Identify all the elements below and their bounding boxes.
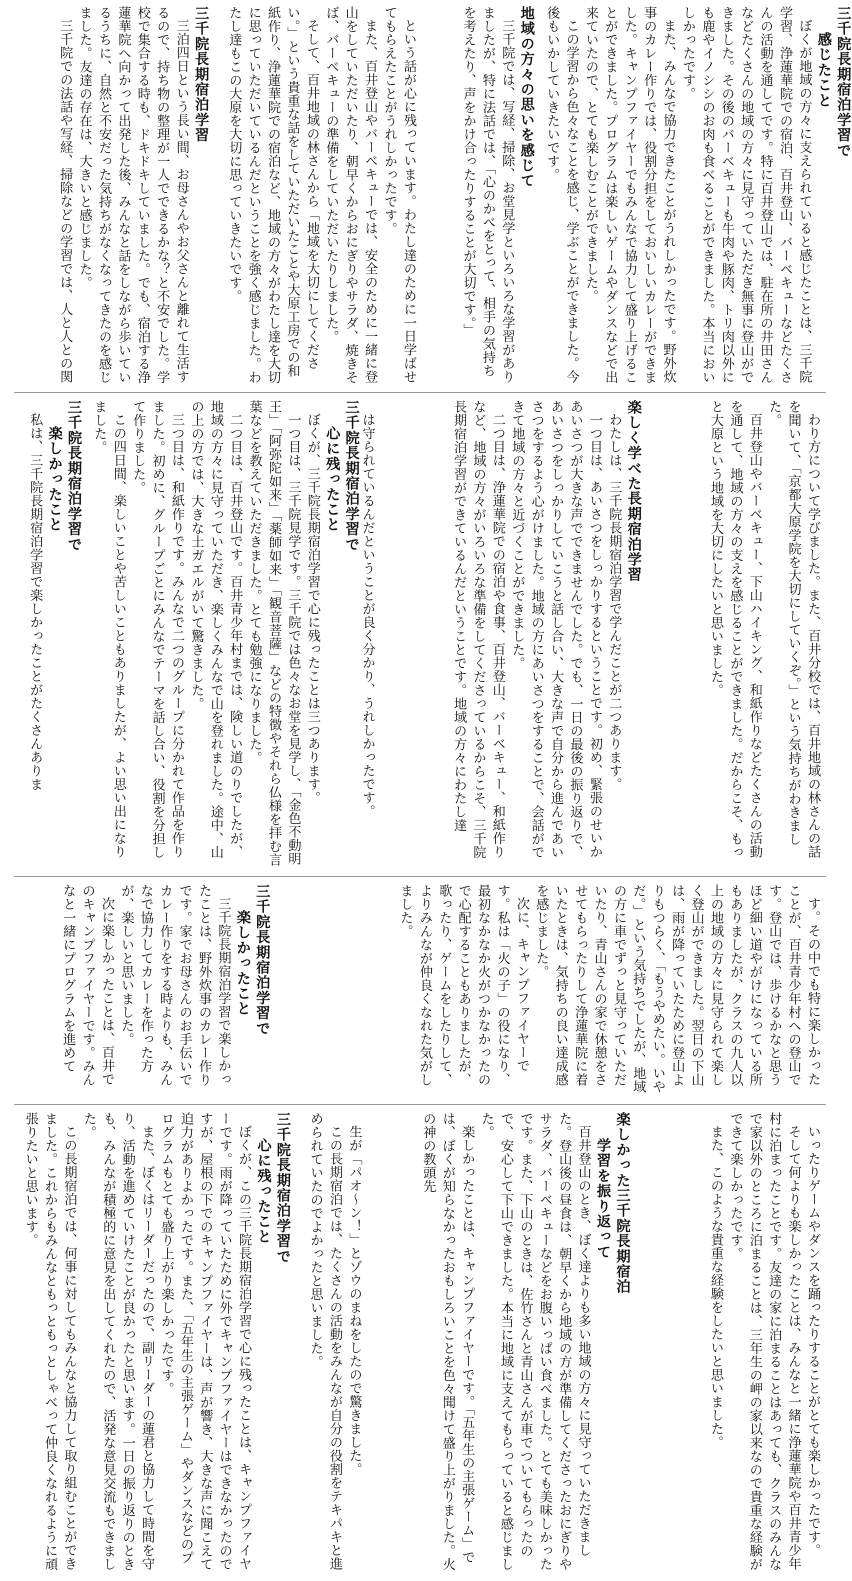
essay-paragraph: この学習から色々なことを感じ、学ぶことができました。今後もいかしていきたいです。 (544, 6, 579, 384)
band-divider (14, 392, 826, 393)
essay-paragraph: 私は、三千院長期宿泊学習で楽しかったことがたくさんありま (27, 413, 43, 792)
essay-title: 地域の方々の思いを感じて (518, 6, 535, 189)
essay-title: 三千院長期宿泊学習 (193, 6, 210, 143)
essay-paragraph: 三泊四日という長い間、お母さんやお父さんと離れて生活するので、持ち物の整理が一人でできるかな？と不安でした。学校で集合する時も、ドキドキしていました。でも、宿泊する浄蓮華院へ向かって出発した後、みんなと話をしながら歩いているうちに、自然と不安だった気持ちがなくなってきたのを感じました。友達の存在は、大きいと感じました。 (76, 6, 189, 384)
essay-paragraph: また、みんなで協力できたことがうれしかったです。野外炊事のカレー作りでは、役割分担をしておいしいカレーができました。キャンプファイヤーでもみんなで協力して盛り上げることができました。プログラムは楽しいゲームやダンスなどで出来ていたので、とても楽しむことができました。 (582, 6, 676, 384)
essay-column (542, 6, 852, 384)
essay-title: 三千院長期宿泊学習で (274, 1112, 291, 1264)
essay-subtitle: 感じたこと (815, 31, 832, 108)
essay-paragraph: す。その中でも特に楽しかったことが、百井青少年村への登山です。登山では、歩けるかなと思うほど細い道やがけになっている所もありましたが、クラスの九人以上の地域の方々に見守られて楽しく登山ができました。翌日の下山は、雨が降っていたために登山よりもつらく、「もうやめたい。いやだ。」という気持ちでしたが、地域の方に車でずっと見守っていただいたり、青山さんの家で休憩をさせてもらったりして浄蓮華院に着いたときは、気持ちの良い達成感を感じました。 (533, 884, 820, 1094)
essay-title: 三千院長期宿泊学習で (254, 884, 271, 1036)
essay-paragraph: 三千院では、写経、掃除、お堂見学といろいろな学習がありましたが、特に法話では、「心のかべをとって、相手の気持ちを考えたり、声をかけ合ったりすることが大切です。」 (460, 6, 515, 384)
essay-subtitle: 心に残ったこと (255, 1137, 272, 1244)
essay-column (14, 400, 83, 868)
essay-subtitle: 心に残ったこと (324, 425, 341, 532)
essay-title: 三千院長期宿泊学習で (835, 6, 852, 158)
essay-column (637, 1112, 826, 1574)
essay-column (373, 1112, 631, 1574)
essay-paragraph: 百井登山やバーベキュー、下山ハイキング、和紙作りなどたくさんの活動を通して、地域の方々の支えを感じることができました。だからこそ、もっと大原という地域を大切にしたいと思いました。 (707, 400, 762, 859)
essay-paragraph: 次に、キャンプファイヤーです。私は「火の子」の役になり、最初なかなか火がつかなかったので心配することもありましたが、歌ったり、ゲームをしたりして、よりみんなが仲良くなれた気がしました。 (397, 884, 529, 1087)
essay-column (89, 400, 360, 868)
essay-paragraph: 次に楽しかったことは、百井でのキャンプファイヤーです。みんなと一緒にプログラムを進めて (60, 884, 114, 1087)
band-divider (14, 876, 826, 877)
essay-paragraph: また、百井登山やバーベキューでは、安全のために一緒に登山をしていただいたり、朝早くからおにぎりやサラダ、焼きそば、バーベキューの準備をしていただいたりしました。 (323, 6, 378, 384)
essay-column (14, 6, 210, 384)
essay-title: 三千院長期宿泊学習で (65, 400, 82, 552)
essay-subtitle: 楽しかったこと (234, 909, 251, 1016)
essay-title: 三千院長期宿泊学習で (343, 400, 360, 552)
essay-paragraph: この長期宿泊では、何事に対してもみんなと協力して取り組むことができました。これからもみんなともっともっとしゃべって仲良くなれるように頑張りたいと思います。 (22, 1112, 77, 1571)
band-4 (14, 1112, 826, 1574)
essay-column (277, 884, 826, 1096)
essay-paragraph: 一つ目は、あいさつをしっかりするということです。初め、緊張のせいかあいさつが大きな声でできませんでした。でも、一日の最後の振り返りで、あいさつをしっかりしていこうと話し合い、大きな声で自分から進んであいさつをするよう心がけました。地域の方にあいさつをすることで、会話ができて地域の方々と近づくことができました。 (509, 400, 602, 859)
essay-paragraph: また、ぼくはリーダーだったので、副リーダーの蓮君と協力して時間を守り、活動を進めていけたことが良かったと思います。一日の振り返りのときも、みんなが積極的に意見を出してくれたので、活発な意見交流もできました。 (80, 1112, 155, 1571)
essay-paragraph: 二つ目は、百井登山です。百井青少年村までは、険しい道のりでしたが、地域の方々に見守っていただき、楽しくみんなで山を登れました。途中、山の上の方では、大きな土ガエルがいて驚きました。 (188, 400, 243, 859)
band-2 (14, 400, 826, 868)
essay-paragraph: この四日間、楽しいことや苦しいこともありましたが、よい思い出になりました。 (91, 400, 126, 859)
essay-column (14, 1112, 292, 1574)
essay-subtitle: 楽しかったこと (46, 425, 63, 532)
essay-paragraph: わたしは、三千院長期宿泊学習で学んだことが二つあります。 (606, 413, 622, 792)
essay-paragraph: わり方について学びました。また、百井分校では、百井地域の林さんの話を聞いて、「京都大原学院を大切にしていくぞ。」という気持ちがわきました。 (766, 400, 820, 859)
essay-column (428, 6, 536, 384)
essay-paragraph: そして、百井地域の林さんから「地域を大切にしてください。」という貴重な話をしていただいたことや大原工房での和紙作り、浄蓮華院での宿泊など、地域の方々がわたし達を大切に思っていただいているんだということを強く感じました。わたし達もこの大原を大切に思っていきたいです。 (226, 6, 319, 384)
essay-paragraph: という話が心に残っています。わたし達のために一日学ばせてもらえたことがうれしかったです。 (381, 6, 416, 384)
band-divider (14, 1104, 826, 1105)
essay-paragraph: 百井登山のとき、ぼく達よりも多い地域の方々に見守っていただきました。登山後の昼食は、朝早くから地域の方が準備してくださったおにぎりやサラダ、バーベキューなどをお腹いっぱい食べました。とても美味しかったです。また、下山のときは、佐竹さんと青山さんが車でついてもらったので、安心して下山できました。本当に地域に支えてもらっていると感じました。 (478, 1112, 591, 1571)
essay-column (216, 6, 422, 384)
essay-paragraph: 楽しかったことは、キャンプファイヤーです。「五年生の主張ゲーム」では、ぼくが知らなかったおもしろいことを色々聞けて盛り上がりました。火の神の教頭先 (420, 1112, 475, 1571)
essay-paragraph: この長期宿泊では、たくさんの活動をみんなが自分の役割をテキパキと進められていたのでよかったと思いました。 (307, 1112, 342, 1571)
essay-paragraph: 二つ目は、浄蓮華院での宿泊や食事、百井登山、バーベキュー、和紙作りなど、地域の方々がいろいろな準備をしてくださっているからこそ、三千院長期宿泊学習ができているんだということです。地域の方々にわたし達 (451, 400, 505, 859)
essay-paragraph: ぼくが、三千院長期宿泊学習で心に残ったことは三つあります。 (304, 413, 320, 805)
essay-paragraph: ぼくが地域の方々に支えられていると感じたことは、三千院学習、浄蓮華院での宿泊、百井登山、バーベキューなどたくさんの活動を通してです。特に百井登山では、駐在所の井田さんなどたくさんの地域の方々に見守っていただき無事に登山ができました。その後のバーベキューも牛肉や豚肉、トリ肉以外にも鹿やイノシシのお肉も食べることができました。本当においしかったです。 (679, 6, 812, 384)
essay-paragraph: ぼくが、この三千院長期宿泊学習で心に残ったことは、キャンプファイヤーです。雨が降っていたために外でキャンプファイヤーはできなかったのですが、屋根の下でのキャンプファイヤーは、声が響き、大きな声に聞こえて迫力がありよかったです。また、「五年生の主張ゲーム」やダンスなどのプログラムもとても盛り上がり楽しかったです。 (158, 1112, 252, 1571)
essay-subtitle: 学習を振り返って (595, 1137, 612, 1260)
essay-paragraph: また、このような貴重な経験をしたいと思いました。 (707, 1125, 723, 1450)
essay-paragraph: 生が「パオ～ン！」とゾウのまねをしたので驚きました。 (346, 1125, 362, 1477)
essay-column (14, 884, 271, 1096)
essay-paragraph: そして何よりも楽しかったことは、みんなと一緒に浄蓮華院や百井青少年村に泊まったことです。友達の家に泊まることはあっても、クラスのみんなで家以外のところに泊まることは、三年生の岬の家以来なので貴重な経験ができて楽しかったです。 (727, 1112, 801, 1571)
essay-paragraph: 三つ目は、和紙作りです。みんなで二つのグループに分かれて作品を作りました。初めに、グループごとにみんなでテーマを話し合い、役割を分担して作りました。 (130, 400, 184, 859)
essay-paragraph: は守られているんだということが良く分かり、うれしかったです。 (359, 413, 375, 819)
essay-title: 楽しかった三千院長期宿泊 (614, 1112, 631, 1295)
essay-column (649, 400, 826, 868)
essay-paragraph: 三千院長期宿泊学習で楽しかったことは、野外炊事のカレー作りです。家でお母さんのお手伝いでカレー作りをする時よりも、みんなで協力してカレーを作った方が、楽しいと思いました。 (118, 884, 231, 1087)
essay-paragraph: 三千院での法話や写経、掃除などの学習では、人と人との関 (57, 19, 73, 384)
essay-column (387, 400, 643, 868)
essay-paragraph: いったりゲームやダンスを踊ったりすることがとても楽しかったです。 (805, 1125, 820, 1558)
essay-column (298, 1112, 367, 1574)
band-1 (14, 6, 852, 384)
essay-paragraph: 一つ目は、三千院見学です。三千院では色々なお堂を見学し、「金色不動明王」「阿弥陀如来」「薬師如来」「観音菩薩」などの特徴やそれら仏様を拝む言葉などを教えていただきました。とても勉強になりました。 (246, 400, 301, 867)
band-3 (14, 884, 826, 1096)
essay-title: 楽しく学べた長期宿泊学習 (625, 400, 642, 583)
